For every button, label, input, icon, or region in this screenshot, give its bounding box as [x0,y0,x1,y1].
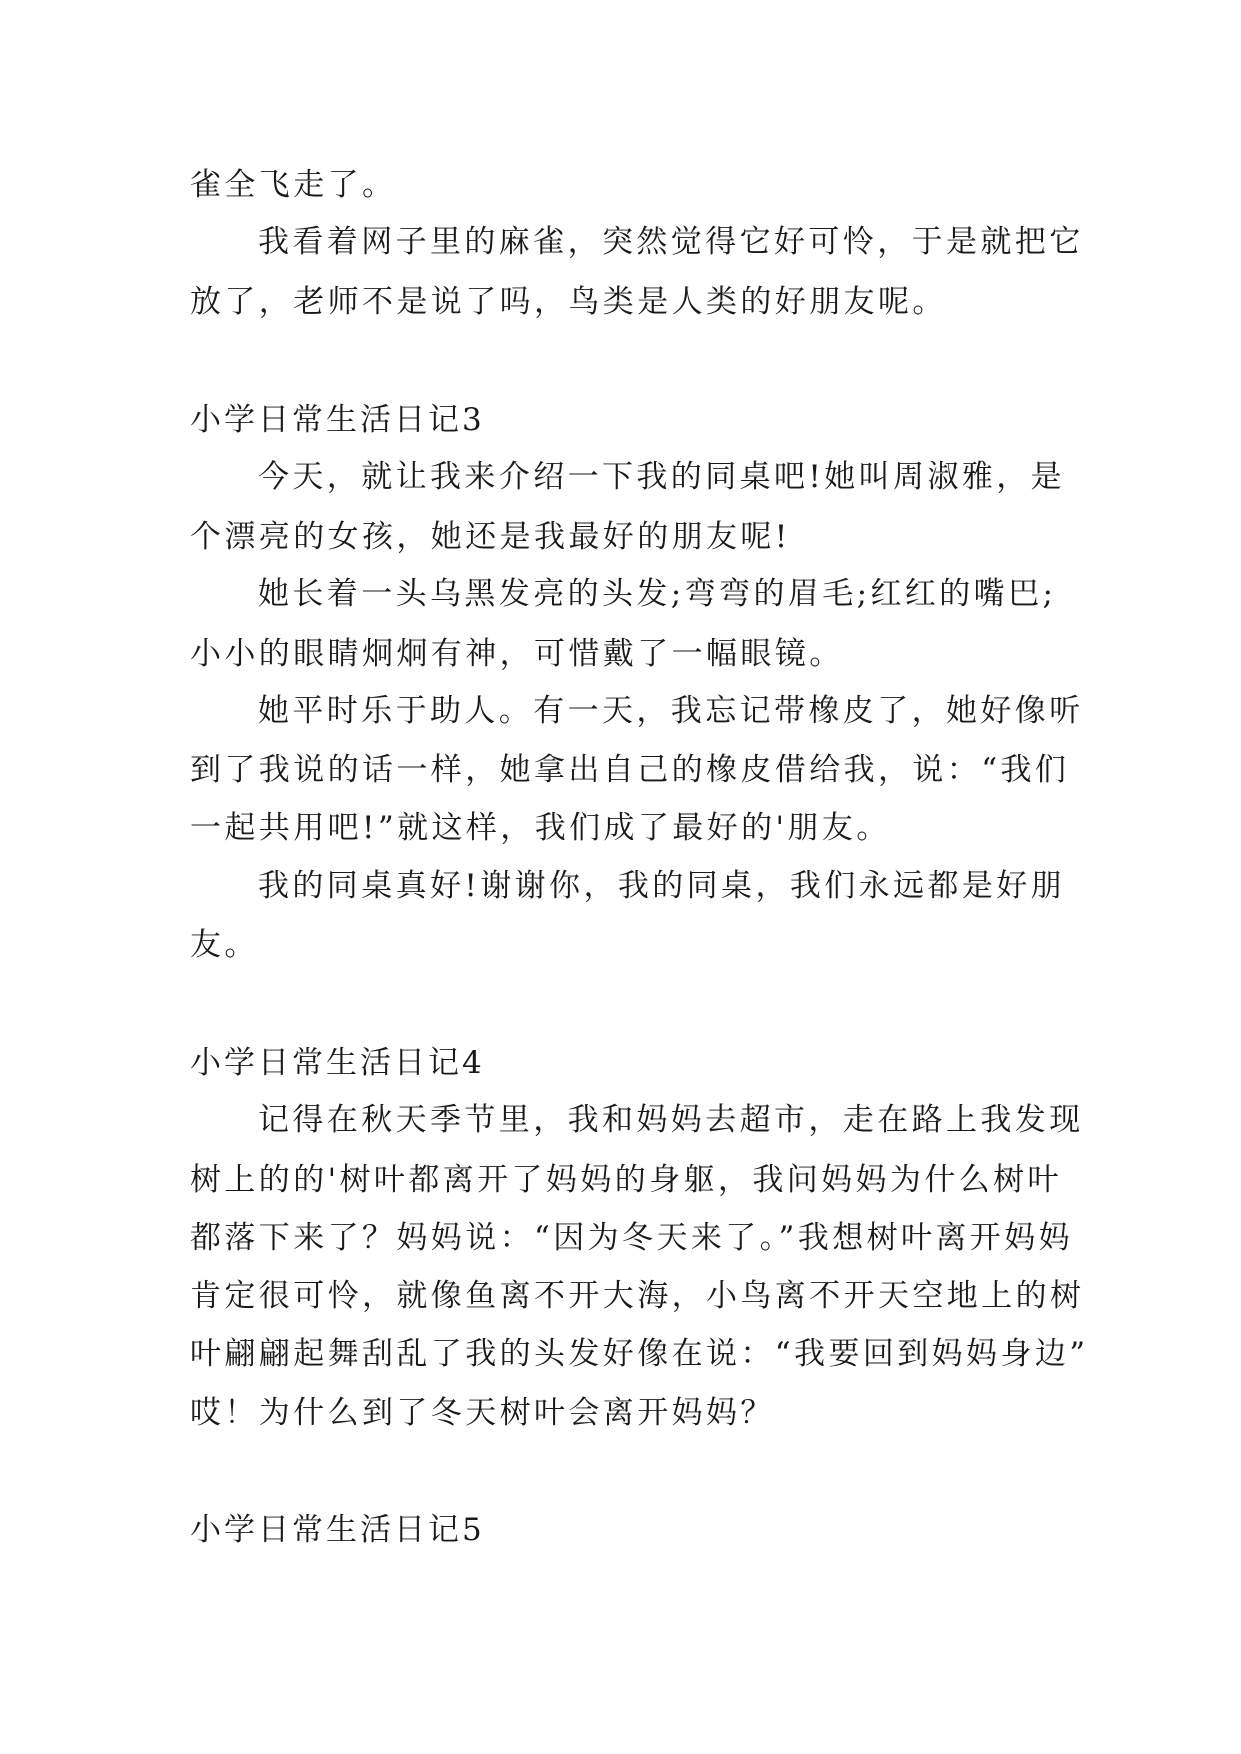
paragraph-line: 我的同桌真好!谢谢你，我的同桌，我们永远都是好朋 [258,868,1066,904]
paragraph-line: 她长着一头乌黑发亮的头发;弯弯的眉毛;红红的嘴巴; [258,576,1057,612]
paragraph-line: 小小的眼睛炯炯有神，可惜戴了一幅眼镜。 [190,636,844,672]
paragraph-line: 叶翩翩起舞刮乱了我的头发好像在说：“我要回到妈妈身边” [190,1336,1089,1372]
paragraph-line: 哎！为什么到了冬天树叶会离开妈妈？ [190,1395,775,1431]
section-heading: 小学日常生活日记3 [190,402,485,438]
paragraph-line: 肯定很可怜，就像鱼离不开大海，小鸟离不开天空地上的树 [190,1278,1085,1314]
section-heading: 小学日常生活日记4 [190,1045,485,1081]
paragraph-line: 一起共用吧!”就这样，我们成了最好的'朋友。 [190,810,891,846]
paragraph-line: 雀全飞走了。 [190,167,397,203]
section-heading: 小学日常生活日记5 [190,1512,485,1548]
paragraph-line: 我看着网子里的麻雀，突然觉得它好可怜，于是就把它 [258,224,1084,260]
paragraph-line: 记得在秋天季节里，我和妈妈去超市，走在路上我发现 [258,1102,1084,1138]
paragraph-line: 放了，老师不是说了吗，鸟类是人类的好朋友呢。 [190,284,947,320]
paragraph-line: 个漂亮的女孩，她还是我最好的朋友呢! [190,519,791,555]
paragraph-line: 到了我说的话一样，她拿出自己的橡皮借给我，说：“我们 [190,752,1070,788]
paragraph-line: 她平时乐于助人。有一天，我忘记带橡皮了，她好像听 [258,693,1084,729]
paragraph-line: 都落下来了？妈妈说：“因为冬天来了。”我想树叶离开妈妈 [190,1220,1073,1256]
paragraph-line: 友。 [190,927,259,963]
paragraph-line: 树上的的'树叶都离开了妈妈的身躯，我问妈妈为什么树叶 [190,1162,1062,1198]
paragraph-line: 今天，就让我来介绍一下我的同桌吧!她叫周淑雅，是 [258,459,1066,495]
